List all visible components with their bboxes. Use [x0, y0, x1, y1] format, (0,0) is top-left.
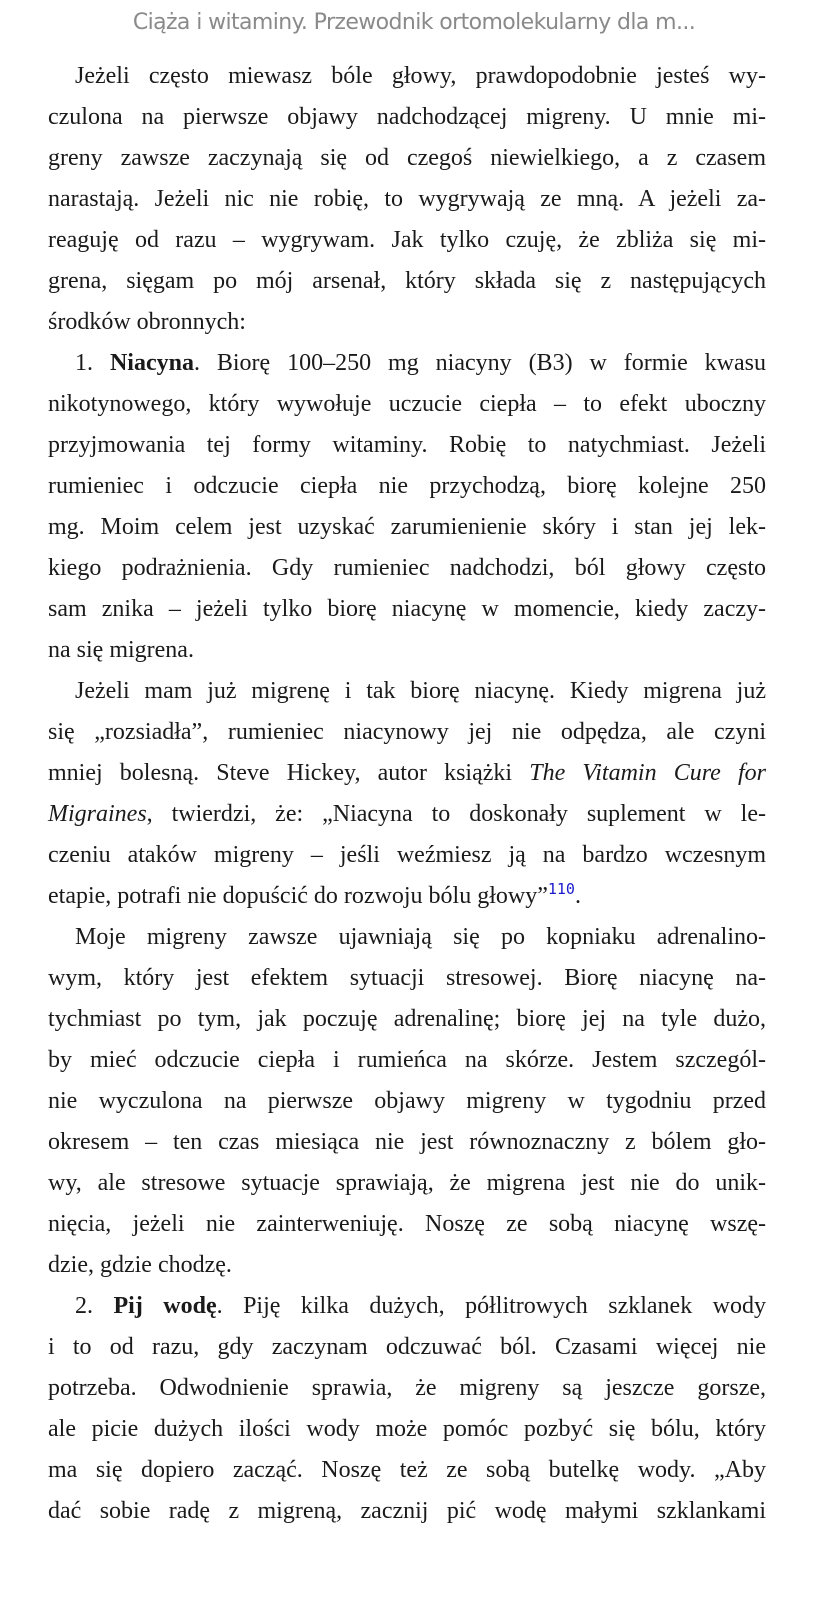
list-item-pij-wode — [48, 1286, 766, 1532]
text-line: tychmiast po tym, jak poczuję adrenalinę; biorę jej na tyle dużo, — [48, 1006, 766, 1032]
text-line: ale picie dużych ilości wody może pomóc pozbyć się bólu, który — [48, 1416, 766, 1442]
text-line: rumieniec i odczucie ciepła nie przychodzą, biorę kolejne 250 — [48, 473, 766, 499]
text-line: reaguję od razu – wygrywam. Jak tylko czuję, że zbliża się mi- — [48, 227, 766, 253]
text-line: nikotynowego, który wywołuje uczucie ciepła – to efekt uboczny — [48, 391, 766, 417]
item-text: . Biorę 100–250 mg niacyny (B3) w formie kwasu — [193, 350, 766, 376]
text-line: czeniu ataków migreny – jeśli weźmiesz ją na bardzo wczesnym — [48, 842, 766, 868]
reader-page — [48, 56, 766, 1532]
text-line: ma się dopiero zacząć. Noszę też ze sobą butelkę wody. „Aby — [48, 1457, 766, 1483]
text-line: przyjmowania tej formy witaminy. Robię to natychmiast. Jeżeli — [48, 432, 766, 458]
text-line: greny zawsze zaczynają się od czegoś niewielkiego, a z czasem — [48, 145, 766, 171]
text-span: , twierdzi, że: „Niacyna to doskonały suplement w le- — [146, 801, 766, 827]
paragraph — [48, 917, 766, 1286]
item-text: . Piję kilka dużych, półlitrowych szklanek wody — [216, 1293, 767, 1319]
text-line — [48, 753, 766, 794]
text-span: etapie, potrafi nie dopuścić do rozwoju bólu głowy” — [48, 883, 548, 909]
text-line — [48, 343, 766, 384]
text-line: grena, sięgam po mój arsenał, który składa się z następujących — [48, 268, 766, 294]
paragraph — [48, 671, 766, 917]
text-line: dzie, gdzie chodzę. — [48, 1252, 232, 1278]
book-title-italic: The Vitamin Cure for — [529, 760, 766, 786]
text-line — [48, 876, 766, 917]
text-line: kiego podrażnienia. Gdy rumieniec nadchodzi, ból głowy często — [48, 555, 766, 581]
footnote-link[interactable]: 110 — [547, 880, 575, 898]
text-line: sam znika – jeżeli tylko biorę niacynę w momencie, kiedy zaczy- — [48, 596, 766, 622]
book-title-italic: Migraines — [48, 801, 147, 827]
text-line: na się migrena. — [48, 637, 194, 663]
paragraph — [48, 56, 766, 343]
text-line: narastają. Jeżeli nic nie robię, to wygrywają ze mną. A jeżeli za- — [48, 186, 766, 212]
text-line: mg. Moim celem jest uzyskać zarumienienie skóry i stan jej lek- — [48, 514, 766, 540]
text-line: się „rozsiadła”, rumieniec niacynowy jej nie odpędza, ale czyni — [48, 719, 766, 745]
item-number: 1. — [75, 350, 93, 376]
text-line: nie wyczulona na pierwsze objawy migreny w tygodniu przed — [48, 1088, 766, 1114]
item-number: 2. — [75, 1293, 93, 1319]
text-line: dać sobie radę z migreną, zacznij pić wodę małymi szklankami — [48, 1498, 766, 1524]
text-span: . — [574, 883, 581, 909]
list-item-niacyna — [48, 343, 766, 671]
text-line: wym, który jest efektem sytuacji stresowej. Biorę niacynę na- — [48, 965, 766, 991]
text-line: Jeżeli często miewasz bóle głowy, prawdopodobnie jesteś wy- — [75, 63, 766, 89]
item-title: Pij wodę — [113, 1293, 217, 1319]
text-line: Jeżeli mam już migrenę i tak biorę niacynę. Kiedy migrena już — [75, 678, 766, 704]
text-line: potrzeba. Odwodnienie sprawia, że migreny są jeszcze gorsze, — [48, 1375, 766, 1401]
text-line: wy, ale stresowe sytuacje sprawiają, że migrena jest nie do unik- — [48, 1170, 766, 1196]
text-line: środków obronnych: — [48, 309, 246, 335]
text-line — [48, 1286, 766, 1327]
text-line: okresem – ten czas miesiąca nie jest równoznaczny z bólem gło- — [48, 1129, 766, 1155]
item-title: Niacyna — [109, 350, 194, 376]
text-line: Moje migreny zawsze ujawniają się po kopniaku adrenalino- — [75, 924, 766, 950]
text-line: by mieć odczucie ciepła i rumieńca na skórze. Jestem szczegól- — [48, 1047, 766, 1073]
book-title-header: Ciąża i witaminy. Przewodnik ortomolekularny dla m... — [132, 10, 696, 35]
text-line — [48, 794, 766, 835]
text-line: czulona na pierwsze objawy nadchodzącej migreny. U mnie mi- — [48, 104, 766, 130]
text-line: i to od razu, gdy zaczynam odczuwać ból. Czasami więcej nie — [48, 1334, 766, 1360]
text-line: nięcia, jeżeli nie zainterweniuję. Noszę ze sobą niacynę wszę- — [48, 1211, 766, 1237]
text-span: mniej bolesną. Steve Hickey, autor książki — [48, 760, 530, 786]
